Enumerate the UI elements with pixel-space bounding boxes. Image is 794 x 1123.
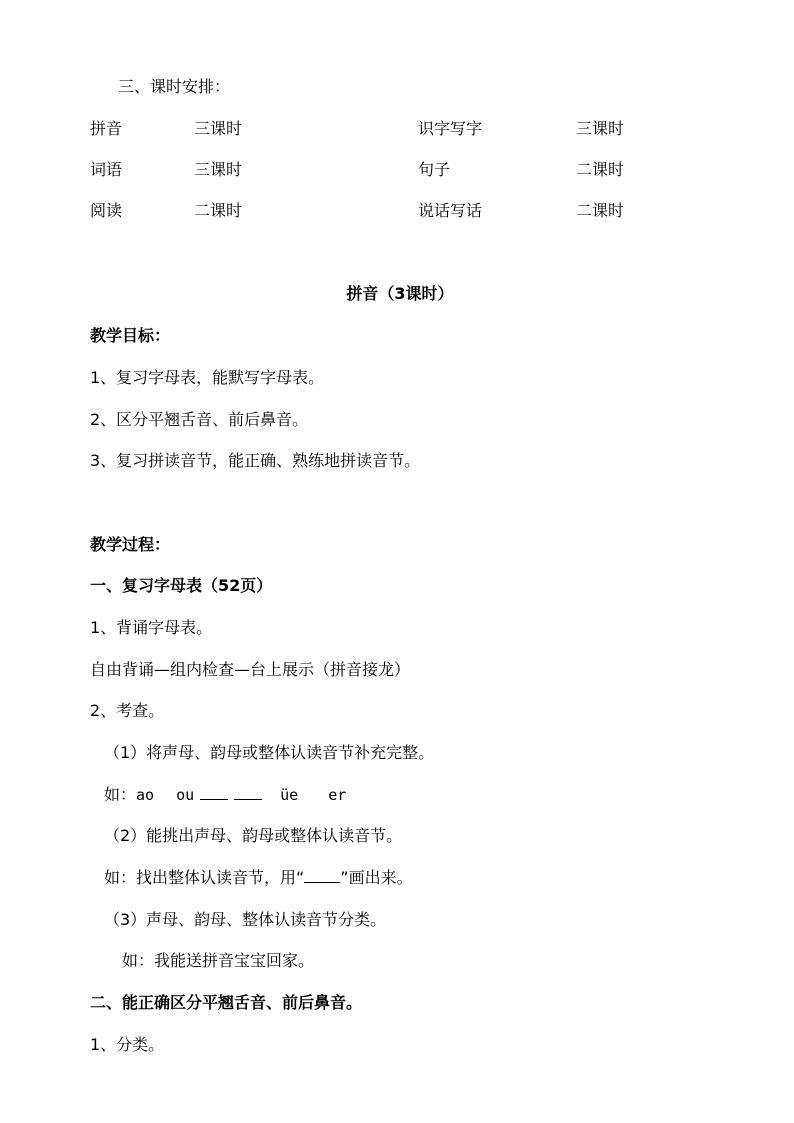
schedule-cell: 二课时 xyxy=(576,201,625,220)
part2-title: 二、能正确区分平翘舌音、前后鼻音。 xyxy=(90,993,363,1012)
schedule-cell: 说话写话 xyxy=(418,201,483,220)
sub1: （1）将声母、韵母或整体认读音节补充完整。 xyxy=(104,743,435,762)
fill-blank xyxy=(234,785,262,800)
goal-item: 3、复习拼读音节，能正确、熟练地拼读音节。 xyxy=(90,451,421,470)
sub2-example-after: ”画出来。 xyxy=(340,868,413,887)
schedule-heading: 三、课时安排： xyxy=(118,77,231,96)
schedule-cell: 三课时 xyxy=(194,160,243,179)
example-c: üe xyxy=(280,786,299,804)
sub3: （3）声母、韵母、整体认读音节分类。 xyxy=(104,910,387,929)
schedule-cell: 阅读 xyxy=(90,201,123,220)
schedule-cell: 二课时 xyxy=(194,201,243,220)
fill-blank xyxy=(200,785,228,800)
step2: 2、考查。 xyxy=(90,701,165,720)
example-b: ou xyxy=(176,786,195,804)
sub3-example: 如：我能送拼音宝宝回家。 xyxy=(122,951,315,970)
step1-detail: 自由背诵—组内检查—台上展示（拼音接龙） xyxy=(90,660,411,679)
schedule-cell: 三课时 xyxy=(194,119,243,138)
goals-heading: 教学目标： xyxy=(90,326,171,345)
section-title xyxy=(0,284,794,304)
schedule-cell: 二课时 xyxy=(576,160,625,179)
goal-item: 2、区分平翘舌音、前后鼻音。 xyxy=(90,410,309,429)
schedule-cell: 词语 xyxy=(90,160,123,179)
schedule-cell: 识字写字 xyxy=(418,119,483,138)
sub2-example xyxy=(104,868,413,888)
example-d: er xyxy=(328,786,347,804)
sub2: （2）能挑出声母、韵母或整体认读音节。 xyxy=(104,826,403,845)
sub1-example xyxy=(104,785,346,805)
section-title-text: 拼音（3课时） xyxy=(346,284,454,303)
process-heading: 教学过程： xyxy=(90,535,171,554)
schedule-cell: 三课时 xyxy=(576,119,625,138)
part1-title: 一、复习字母表（52页） xyxy=(90,576,273,595)
part2-step1: 1、分类。 xyxy=(90,1035,165,1054)
example-a: ao xyxy=(136,786,155,804)
schedule-cell: 句子 xyxy=(418,160,451,179)
fill-blank xyxy=(304,868,340,883)
step1: 1、背诵字母表。 xyxy=(90,618,213,637)
example-prefix: 如： xyxy=(104,785,137,804)
goal-item: 1、复习字母表，能默写字母表。 xyxy=(90,368,325,387)
schedule-cell: 拼音 xyxy=(90,119,123,138)
sub2-example-before: 如：找出整体认读音节，用“ xyxy=(104,868,305,887)
